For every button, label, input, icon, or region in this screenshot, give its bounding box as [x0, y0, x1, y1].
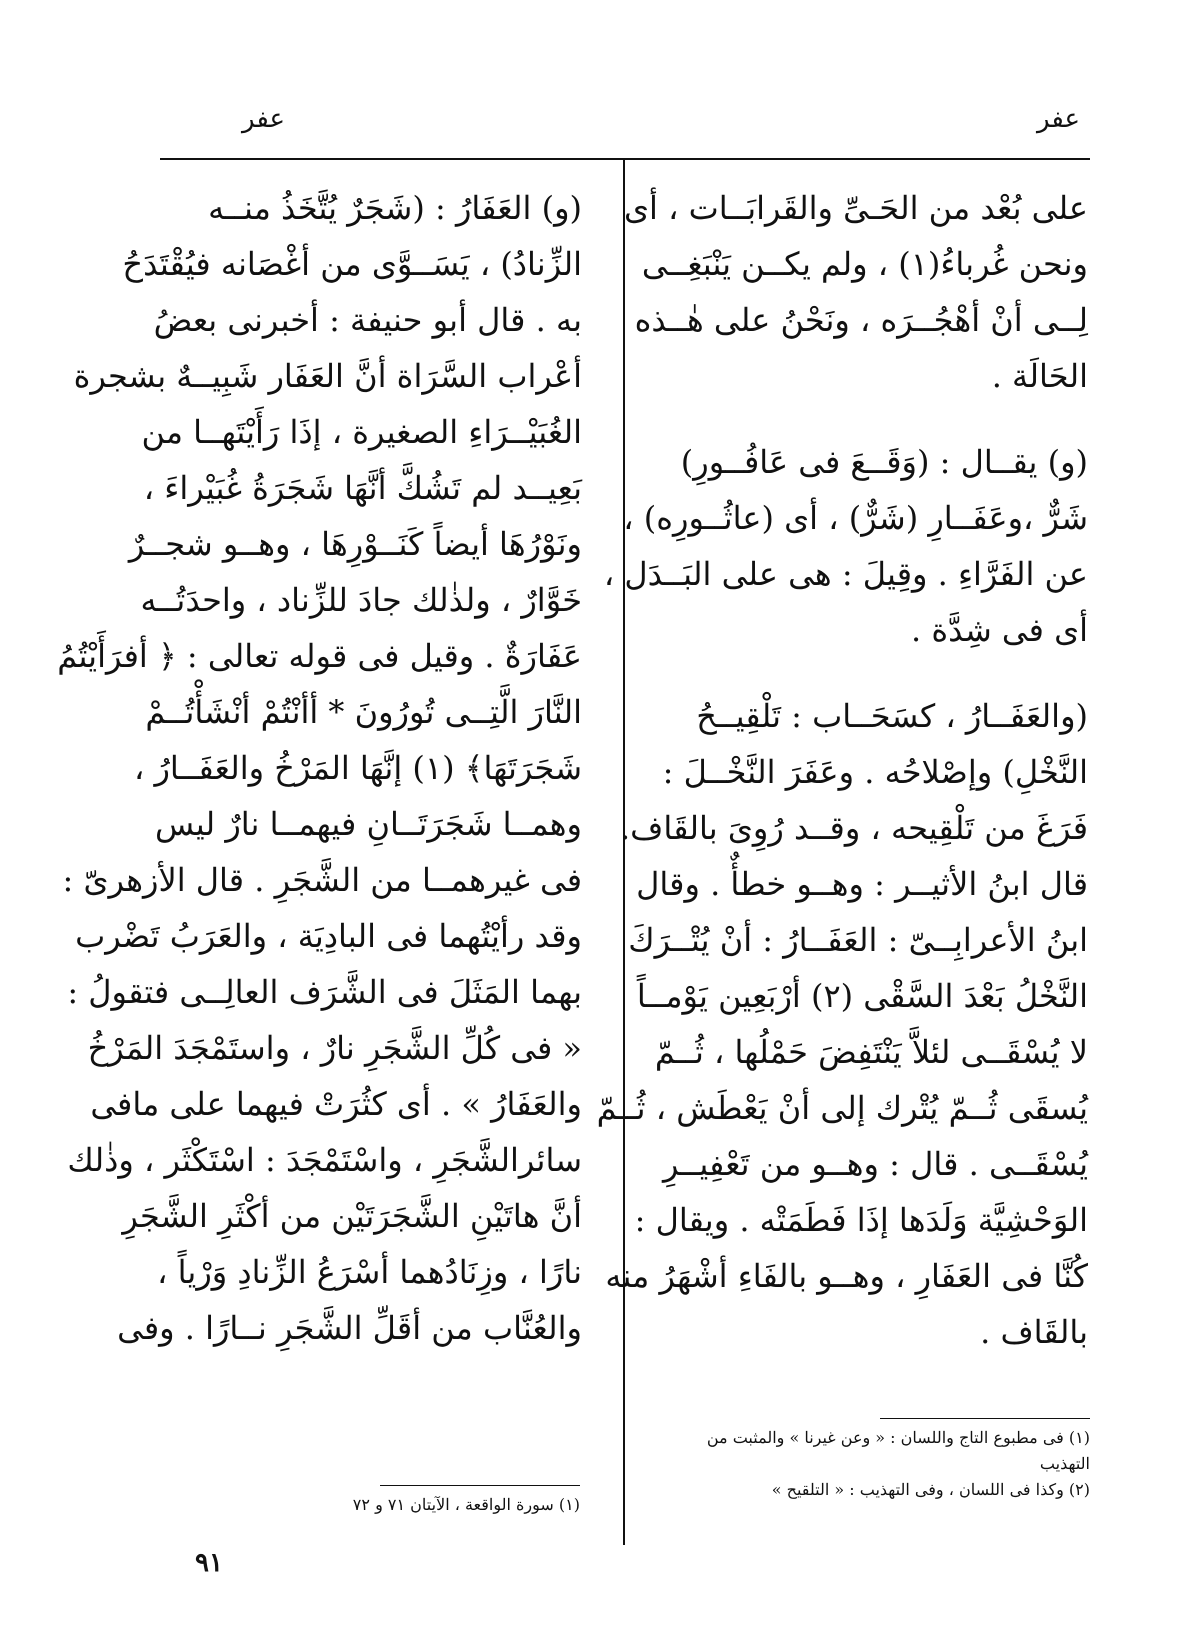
text-line: على بُعْد من الحَـىِّ والقَرابَــات ، أى — [624, 189, 1088, 227]
header-rule — [160, 158, 1090, 160]
text-line: خَوَّارٌ ، ولذٰلك جادَ للزِّناد ، واحدَتُــه — [140, 581, 582, 619]
text-line: النَّارَ الَّتِــى تُورُونَ * أأنْتُمْ أنْشَأْتُــمْ — [145, 693, 582, 731]
text-line: أنَّ هاتَيْنِ الشَّجَرَتَيْن من أكْثَرِ الشَّجَرِ — [122, 1197, 582, 1235]
text-line: ونَوْرُهَا أيضاً كَنَــوْرِهَا ، وهــو شجــرٌ — [128, 525, 582, 563]
text-line: عن الفَرَّاءِ . وقِيلَ : هى على البَــدَل ، — [603, 555, 1088, 593]
text-line: (والعَفَــارُ ، كسَحَــاب : تَلْقِيــحُ — [696, 697, 1088, 735]
text-line: أعْراب السَّرَاة أنَّ العَفَار شَبِيــهٌ بشجرة — [73, 357, 582, 395]
text-line: الزِّنادُ) ، يَسَــوَّى من أغْصَانه فيُقْتَدَحُ — [122, 245, 582, 283]
text-line: أى فى شِدَّة . — [911, 611, 1088, 649]
running-header-right: عفر — [1036, 104, 1080, 134]
footnotes-left — [240, 1492, 580, 1518]
text-line: ونحن غُرباءُ(١) ، ولم يكــن يَنْبَغِــى — [641, 245, 1088, 283]
footnote-line: (٢) وكذا فى اللسان ، وفى التهذيب : « التلقيح » — [771, 1480, 1090, 1499]
text-line: كُنَّا فى العَفَارِ ، وهــو بالفَاءِ أشْهَرُ منه — [605, 1257, 1088, 1295]
text-line: لِــى أنْ أهْجُــرَه ، ونَحْنُ على هٰــذه — [634, 301, 1088, 339]
text-line: ابنُ الأعرابِــىّ : العَفَــارُ : أنْ يُتْــرَكَ — [628, 921, 1088, 959]
paragraph-gap — [658, 404, 1088, 434]
footnote-line: (١) فى مطبوع التاج واللسان : « وعن غيرنا » والمثبت من — [706, 1428, 1090, 1447]
right-column — [596, 180, 1088, 1360]
text-line: الوَحْشِيَّة وَلَدَها إذَا فَطَمَتْه . ويقال : — [634, 1201, 1088, 1239]
text-line: يُسْقَــى . قال : وهــو من تَعْفِيــرِ — [662, 1145, 1088, 1183]
text-line: نارًا ، وزِنَادُهما أسْرَعُ الزِّنادِ وَرْياً ، — [157, 1253, 582, 1291]
text-line: عَفَارَةٌ . وقيل فى قوله تعالى : ﴿ أفرَأَيْتُمُ — [57, 637, 582, 675]
text-line: بالقَاف . — [980, 1313, 1088, 1351]
footnote-rule-right — [880, 1418, 1090, 1419]
text-line: شَرٌّ ،وعَفَــارِ (شَرٌّ) ، أى (عاثُــورِه) ، — [623, 499, 1088, 537]
text-line: والعُنَّاب من أقَلِّ الشَّجَرِ نــارًا . وفى — [117, 1309, 582, 1347]
paragraph — [596, 688, 1088, 1360]
text-line: فَرَغَ من تَلْقِيحه ، وقــد رُوِىَ بالقَاف. — [620, 809, 1088, 847]
text-line: وقد رأيْتُهما فى البادِيَة ، والعَرَبُ تَضْرب — [75, 917, 582, 955]
text-line: النَّخْلِ) وإصْلاحُه . وعَفَرَ النَّخْــلَ : — [662, 753, 1088, 791]
text-line: « فى كُلِّ الشَّجَرِ نارٌ ، واستَمْجَدَ المَرْخُ — [87, 1029, 582, 1067]
text-line: وهمــا شَجَرَتَــانِ فيهمــا نارٌ ليس — [154, 805, 582, 843]
text-line: يُسقَى ثُــمّ يُتْرك إلى أنْ يَعْطَش ، ثُــمّ — [596, 1089, 1088, 1127]
text-line: به . قال أبو حنيفة : أخبرنى بعضُ — [153, 301, 582, 339]
text-line: لا يُسْقَــى لئلاَّ يَنْتَفِضَ حَمْلُها ، ثُــمّ — [654, 1033, 1088, 1071]
footnote-line: التهذيب — [1039, 1454, 1090, 1473]
text-line: سائرالشَّجَرِ ، واسْتَمْجَدَ : اسْتَكْثَر ، وذٰلك — [67, 1141, 582, 1179]
running-header-left: عفر — [241, 104, 285, 134]
paragraph — [624, 180, 1088, 404]
text-line: الغُبَيْــرَاءِ الصغيرة ، إذَا رَأَيْتَهــا من — [141, 413, 582, 451]
text-line: بَعِيــد لم تَشُكَّ أنَّهَا شَجَرَةُ غُبَيْراءَ ، — [143, 469, 582, 507]
footnote-rule-left — [380, 1485, 580, 1486]
text-line: النَّخْلُ بَعْدَ السَّقْى (٢) أرْبَعِين يَوْمــاً — [636, 977, 1088, 1015]
text-line: (و) يقــال : (وَقَــعَ فى عَافُــورِ) — [680, 443, 1088, 481]
footnote-line: (١) سورة الواقعة ، الآيتان ٧١ و ٧٢ — [352, 1495, 580, 1514]
text-line: شَجَرَتَهَا﴾ (١) إنَّهَا المَرْخُ والعَفَــارُ ، — [133, 749, 582, 787]
text-line: فى غيرهمــا من الشَّجَرِ . قال الأزهرىّ : — [62, 861, 582, 899]
paragraph-gap — [658, 658, 1088, 688]
text-line: قال ابنُ الأثيــر : وهــو خطأٌ . وقال — [636, 865, 1088, 903]
footnotes-right — [640, 1425, 1090, 1503]
page-number: ٩١ — [195, 1548, 223, 1578]
text-line: بهما المَثَلَ فى الشَّرَف العالِــى فتقولُ : — [67, 973, 582, 1011]
paragraph — [603, 434, 1088, 658]
text-line: الحَالَة . — [991, 357, 1088, 395]
text-line: والعَفَارُ » . أى كثُرَتْ فيهما على مافى — [90, 1085, 582, 1123]
text-line: (و) العَفَارُ : (شَجَرٌ يُتَّخَذُ منــه — [208, 189, 582, 227]
left-column — [57, 180, 582, 1356]
